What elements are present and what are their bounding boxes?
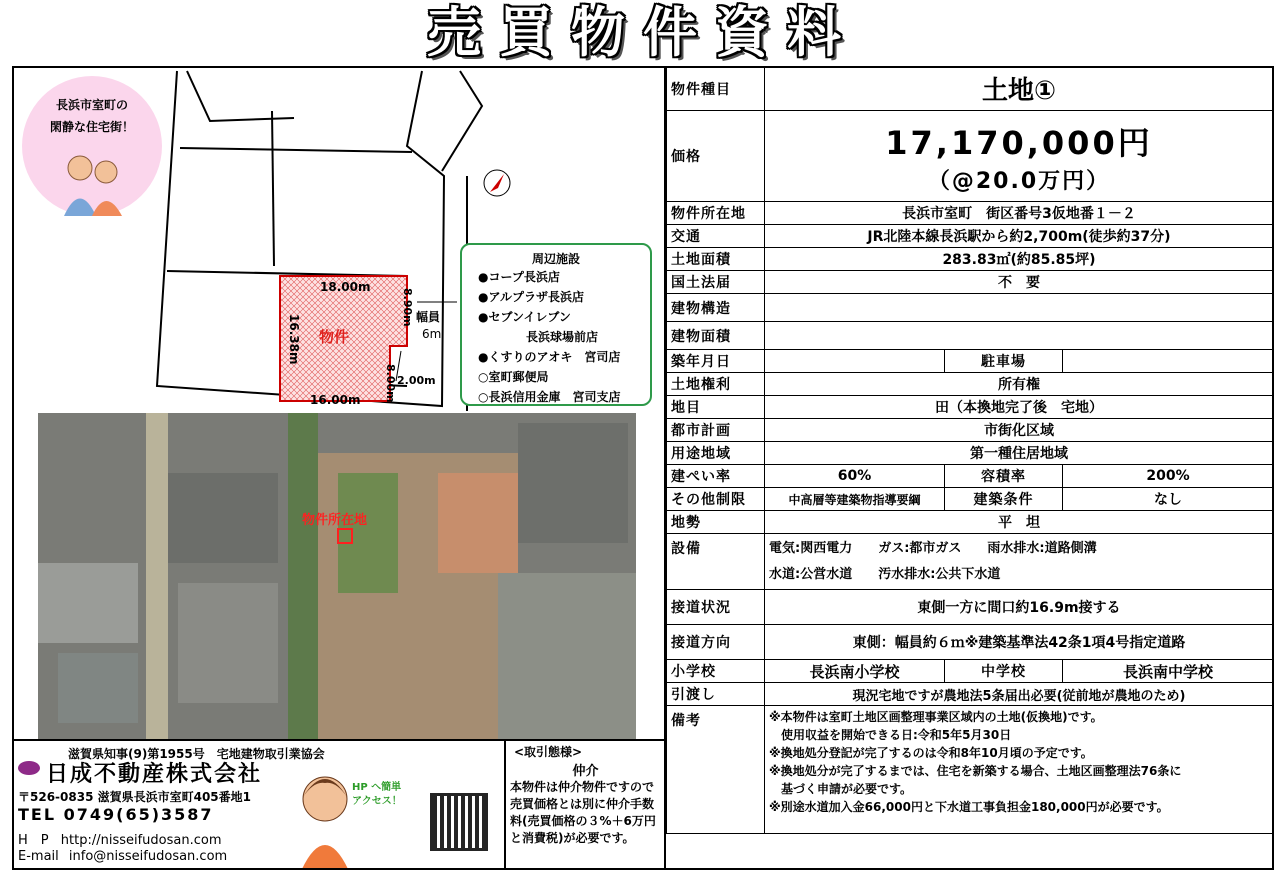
facility-item: ●コープ長浜店 [478,270,560,284]
facility-item: ○長浜信用金庫 宮司支店 [478,390,621,404]
spec-label: 地目 [667,396,765,419]
chimoku: 田（本換地完了後 宅地） [765,396,1274,419]
facility-item: ○室町郵便局 [478,370,549,384]
facilities-heading: 周辺施設 [531,252,580,266]
property-label: 物件 [319,328,350,346]
spec-label: 駐車場 [945,350,1063,373]
facility-item: 長浜球場前店 [526,330,599,344]
spec-label: 物件所在地 [667,202,765,225]
land-area: 283.83㎡(約85.85坪) [765,248,1274,271]
spec-label: 築年月日 [667,350,765,373]
company-license: 滋賀県知事(9)第1955号 宅地建物取引業協会 [68,747,325,761]
land-right: 所有権 [765,373,1274,396]
floor-area-ratio: 200% [1063,465,1274,488]
spec-label: 接道方向 [667,625,765,660]
building-coverage: 60% [765,465,945,488]
spec-label: 建物構造 [667,294,765,322]
city-plan: 市街化区域 [765,419,1274,442]
outer-frame [12,66,1274,870]
broker-type: 仲介 [572,764,599,779]
company-tel: TEL 0749(65)3587 [18,805,214,824]
facility-item: ●アルプラザ長浜店 [478,290,584,304]
map-right-upper: 8.90m [401,288,414,327]
remark-line: ※別途水道加入金66,000円と下水道工事負担金180,000円が必要です。 [769,800,1169,814]
spec-label: 地勢 [667,511,765,534]
page-title: 売買物件資料 [427,1,859,64]
building-condition: なし [1063,488,1274,511]
spec-label: 国土法届 [667,271,765,294]
aerial-location-label: 物件所在地 [302,513,368,528]
spec-label: 備考 [667,706,765,834]
road-access: 東側一方に間口約16.9m接する [765,590,1274,625]
unit-price: （@20.0万円） [927,168,1111,194]
hp-bubble: HP へ簡単 アクセス！ [352,782,402,807]
map-left-height: 16.38m [287,314,301,365]
spec-label: 土地面積 [667,248,765,271]
map-bottom-width: 16.00m [310,393,361,407]
map-right-lower: 8.00m [384,364,397,403]
road-width: 6m [422,327,442,341]
spec-label: 引渡し [667,683,765,706]
spec-label: 容積率 [945,465,1063,488]
facility-item: ●くすりのアオキ 宮司店 [478,350,621,364]
mail-link[interactable]: info@nisseifudosan.com [68,849,228,864]
access: JR北陸本線長浜駅から約2,700m(徒歩約37分) [765,225,1274,248]
callout-line1: 長浜市室町の [55,98,128,112]
kokudo: 不 要 [765,271,1274,294]
junior-high-school: 長浜南中学校 [1063,660,1274,683]
spec-label: 中学校 [945,660,1063,683]
map-notch: 2.00m [397,374,436,387]
company-name: 日成不動産株式会社 [46,762,263,787]
property-type: 土地① [765,67,1274,111]
remark-line: ※本物件は室町土地区画整理事業区域内の土地(仮換地)です。 [769,710,1103,724]
spec-label: 建築条件 [945,488,1063,511]
broker-text: 本物件は仲介物件ですので売買価格とは別に仲介手数料(売買価格の３%＋6万円と消費税)が必要です。 [510,780,656,845]
spec-label: 物件種目 [667,67,765,111]
remark-line: 基づく申請が必要です。 [769,782,913,796]
location: 長浜市室町 街区番号3仮地番１－２ [765,202,1274,225]
remark-line: ※換地処分登記が完了するのは令和8年10月頃の予定です。 [769,746,1093,760]
spec-label: 交通 [667,225,765,248]
spec-label: 用途地域 [667,442,765,465]
spec-label: 接道状況 [667,590,765,625]
spec-label: 建物面積 [667,322,765,350]
road-direction: 東側：幅員約６ｍ※建築基準法42条1項4号指定道路 [765,625,1274,660]
utilities: 電気:関西電力 ガス:都市ガス 雨水排水:道路側溝 水道:公営水道 汚水排水:公共下水道 [765,534,1274,590]
remark-line: ※換地処分が完了するまでは、住宅を新築する場合、土地区画整理法76条に [769,764,1182,778]
broker-heading: <取引態様> [514,745,583,759]
other-restriction: 中高層等建築物指導要綱 [765,488,945,511]
elementary-school: 長浜南小学校 [765,660,945,683]
hp-label: H P [18,833,49,848]
spec-label: 建ぺい率 [667,465,765,488]
spec-label: その他制限 [667,488,765,511]
spec-label: 価格 [667,111,765,202]
spec-label: 都市計画 [667,419,765,442]
use-zone: 第一種住居地域 [765,442,1274,465]
mail-label: E-mail [18,849,59,864]
hp-link[interactable]: http://nisseifudosan.com [60,833,222,848]
remark-line: 使用収益を開始できる日:令和5年5月30日 [769,728,1012,742]
company-address: 〒526-0835 滋賀県長浜市室町405番地1 [18,790,252,804]
callout-line2: 閑静な住宅街！ [49,120,134,134]
spec-label: 土地権利 [667,373,765,396]
handover: 現況宅地ですが農地法5条届出必要(従前地が農地のため) [765,683,1274,706]
price: 17,170,000円 [885,123,1153,162]
map-top-width: 18.00m [320,280,371,294]
road-label: 幅員 [416,310,441,324]
terrain: 平 坦 [765,511,1274,534]
spec-label: 設備 [667,534,765,590]
facility-item: ●セブンイレブン [478,310,571,324]
spec-label: 小学校 [667,660,765,683]
